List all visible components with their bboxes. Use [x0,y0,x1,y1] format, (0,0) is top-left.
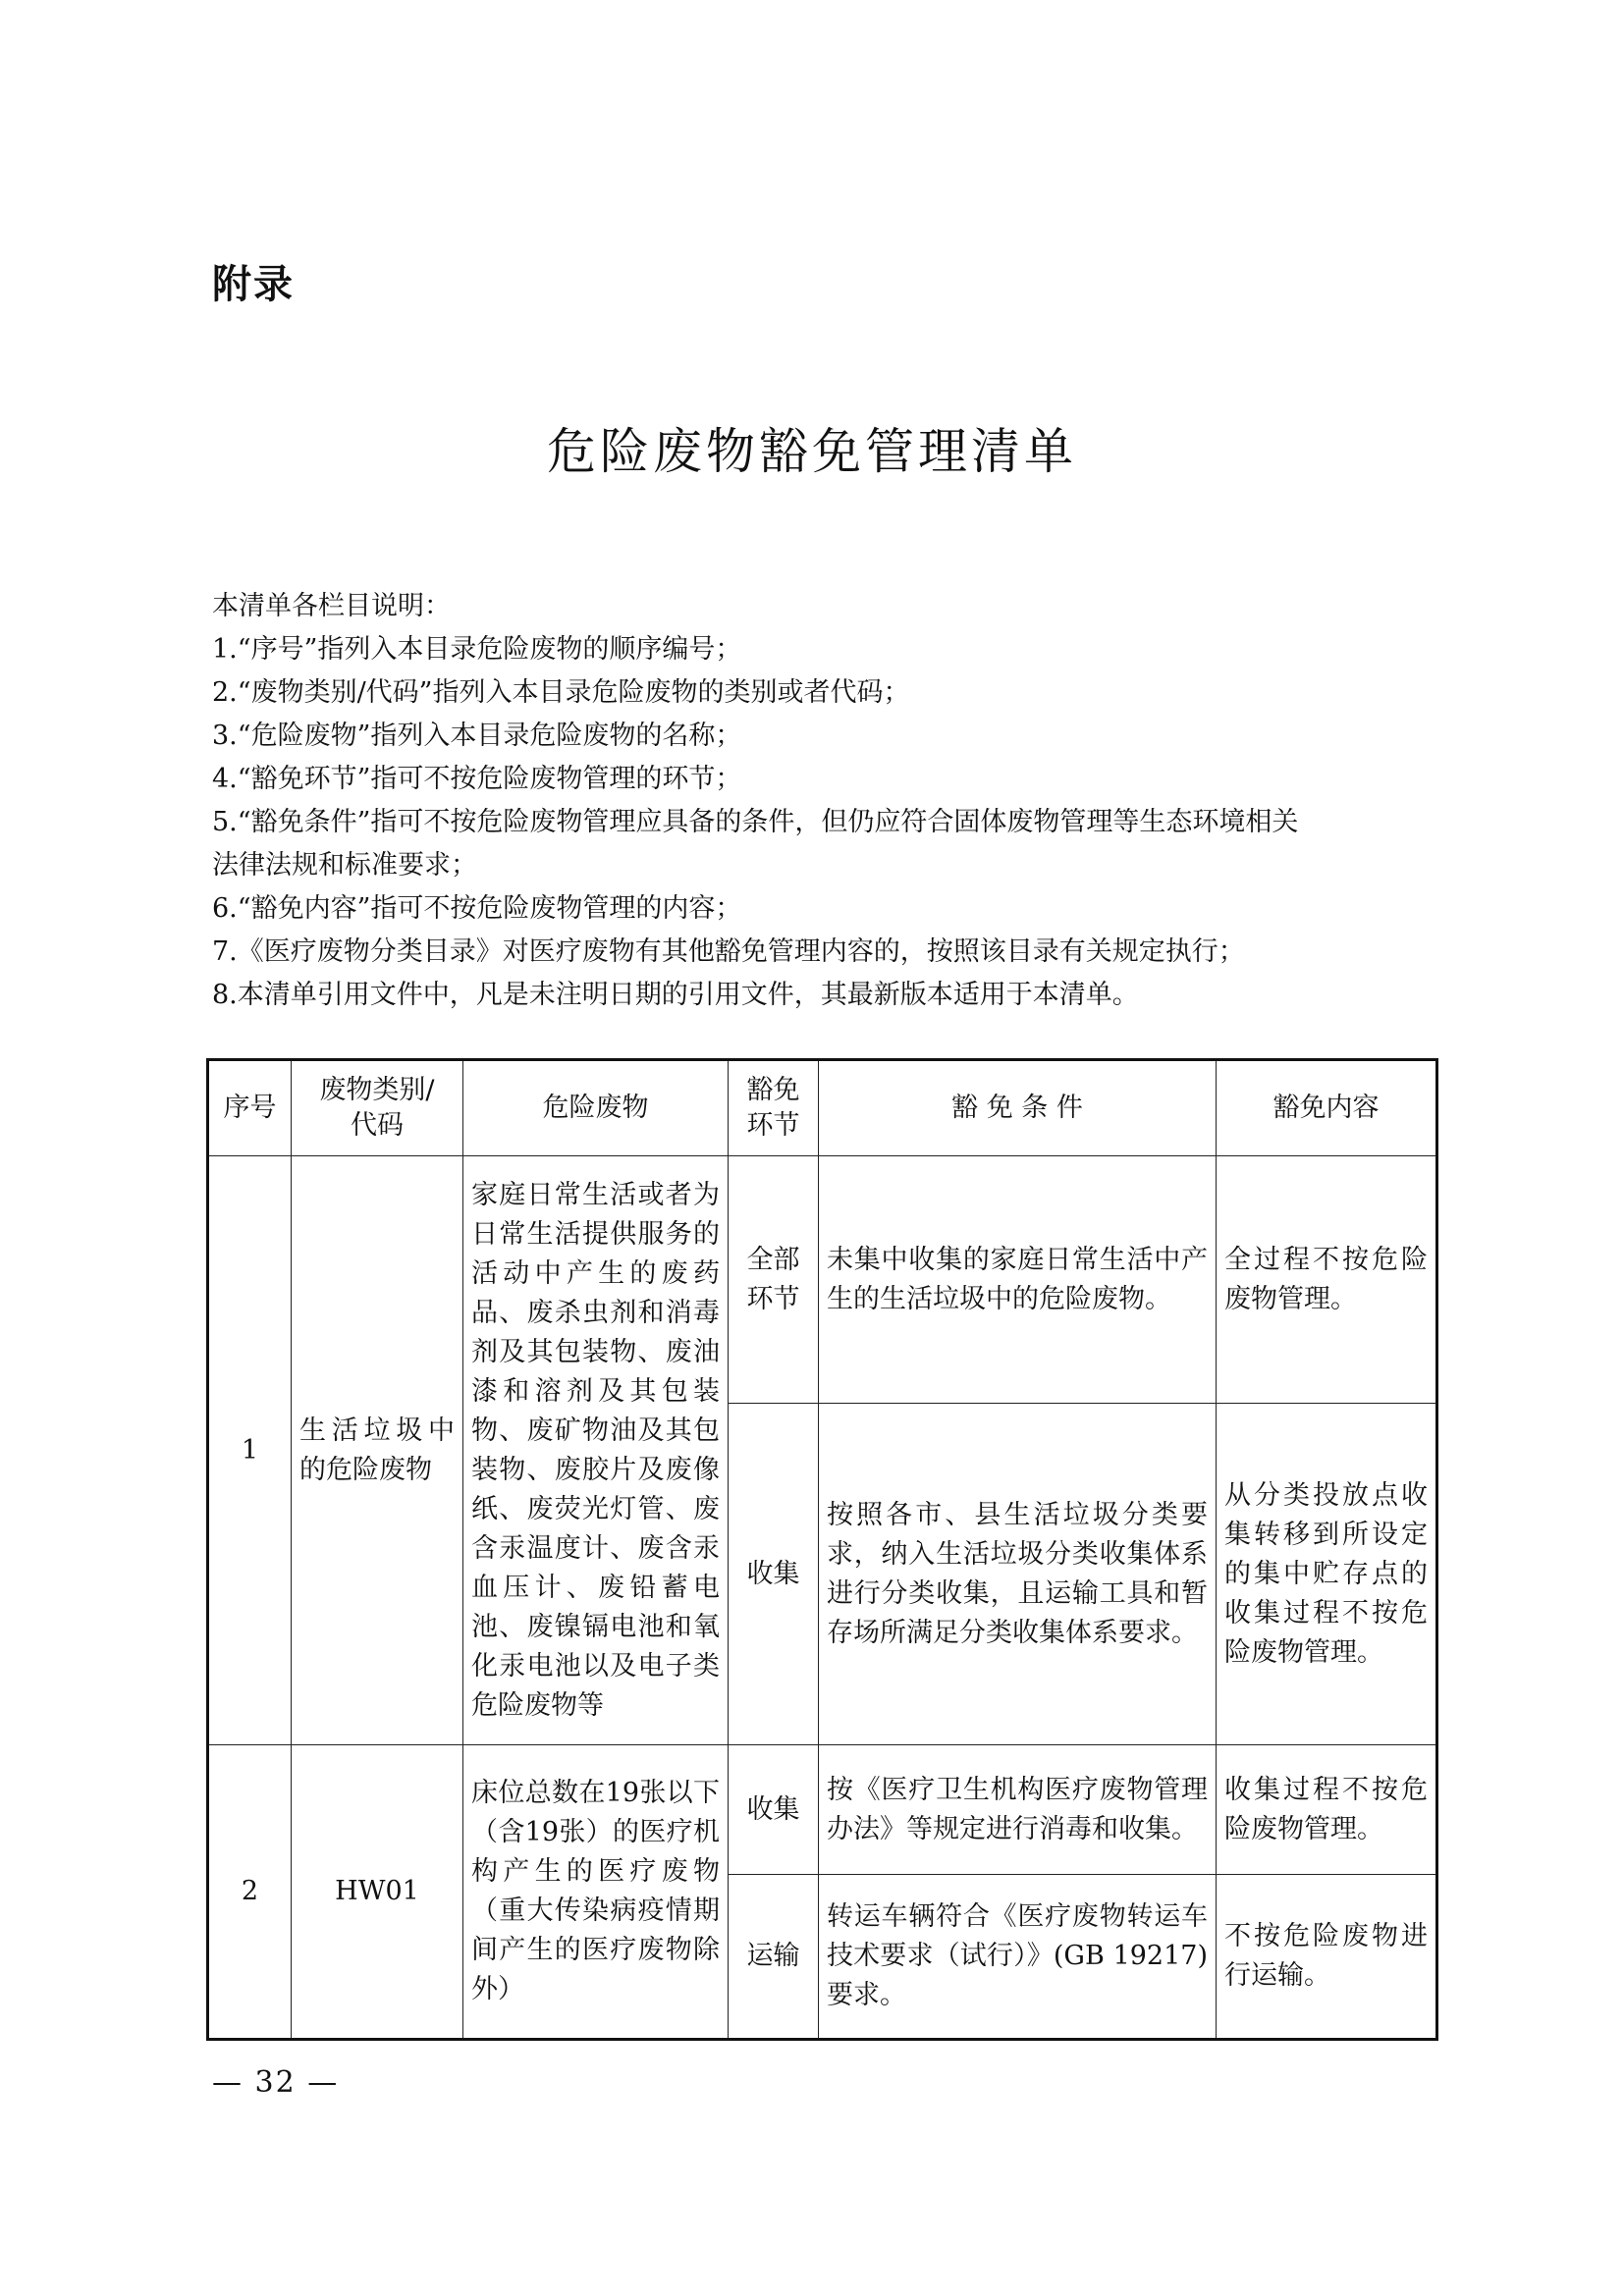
exemption-table [206,1058,1438,2041]
row-no: 2 [208,1745,292,2040]
row-content: 全过程不按危险废物管理。 [1217,1156,1437,1404]
notes-intro: 本清单各栏目说明： [212,591,451,621]
table-row [208,1156,1437,1404]
table-row [208,1745,1437,1875]
column-notes [212,585,1430,1017]
note-item-continued: 法律法规和标准要求； [212,850,477,881]
row-content: 不按危险废物进行运输。 [1217,1875,1437,2040]
row-stage: 收集 [729,1745,819,1875]
row-stage: 收集 [729,1404,819,1745]
note-item: 5.“豁免条件”指可不按危险废物管理应具备的条件，但仍应符合固体废物管理等生态环境相关 [212,807,1299,837]
row-condition: 转运车辆符合《医疗废物转运车技术要求（试行）》(GB 19217)要求。 [819,1875,1217,2040]
header-no: 序号 [208,1060,292,1156]
row-category: 生活垃圾中的危险废物 [292,1156,463,1745]
note-item: 1.“序号”指列入本目录危险废物的顺序编号； [212,634,742,665]
note-item: 2.“废物类别/代码”指列入本目录危险废物的类别或者代码； [212,677,910,708]
header-stage: 豁免环节 [729,1060,819,1156]
row-waste: 床位总数在19张以下（含19张）的医疗机构产生的医疗废物（重大传染病疫情期间产生的医疗废物除外） [463,1745,729,2040]
header-category: 废物类别/代码 [292,1060,463,1156]
row-condition: 按《医疗卫生机构医疗废物管理办法》等规定进行消毒和收集。 [819,1745,1217,1875]
row-condition: 未集中收集的家庭日常生活中产生的生活垃圾中的危险废物。 [819,1156,1217,1404]
row-condition: 按照各市、县生活垃圾分类要求，纳入生活垃圾分类收集体系进行分类收集，且运输工具和暂存场所满足分类收集体系要求。 [819,1404,1217,1745]
note-item: 8.本清单引用文件中，凡是未注明日期的引用文件，其最新版本适用于本清单。 [212,980,1139,1010]
row-category: HW01 [292,1745,463,2040]
header-condition: 豁 免 条 件 [819,1060,1217,1156]
row-no: 1 [208,1156,292,1745]
header-content: 豁免内容 [1217,1060,1437,1156]
row-content: 收集过程不按危险废物管理。 [1217,1745,1437,1875]
appendix-label: 附录 [212,262,295,307]
note-item: 3.“危险废物”指列入本目录危险废物的名称； [212,721,742,751]
row-stage: 全部环节 [729,1156,819,1404]
row-waste: 家庭日常生活或者为日常生活提供服务的活动中产生的废药品、废杀虫剂和消毒剂及其包装物、废油漆和溶剂及其包装物、废矿物油及其包装物、废胶片及废像纸、废荧光灯管、废含汞温度计、废含汞血压计、废铅蓄电池、废镍镉电池和氧化汞电池以及电子类危险废物等 [463,1156,729,1745]
note-item: 7.《医疗废物分类目录》对医疗废物有其他豁免管理内容的，按照该目录有关规定执行； [212,936,1245,967]
note-item: 4.“豁免环节”指可不按危险废物管理的环节； [212,764,742,794]
row-content: 从分类投放点收集转移到所设定的集中贮存点的收集过程不按危险废物管理。 [1217,1404,1437,1745]
header-waste: 危险废物 [463,1060,729,1156]
page-number: — 32 — [212,2065,340,2100]
table-header-row [208,1060,1437,1156]
document-title: 危险废物豁免管理清单 [547,423,1077,480]
row-stage: 运输 [729,1875,819,2040]
note-item: 6.“豁免内容”指可不按危险废物管理的内容； [212,893,742,924]
